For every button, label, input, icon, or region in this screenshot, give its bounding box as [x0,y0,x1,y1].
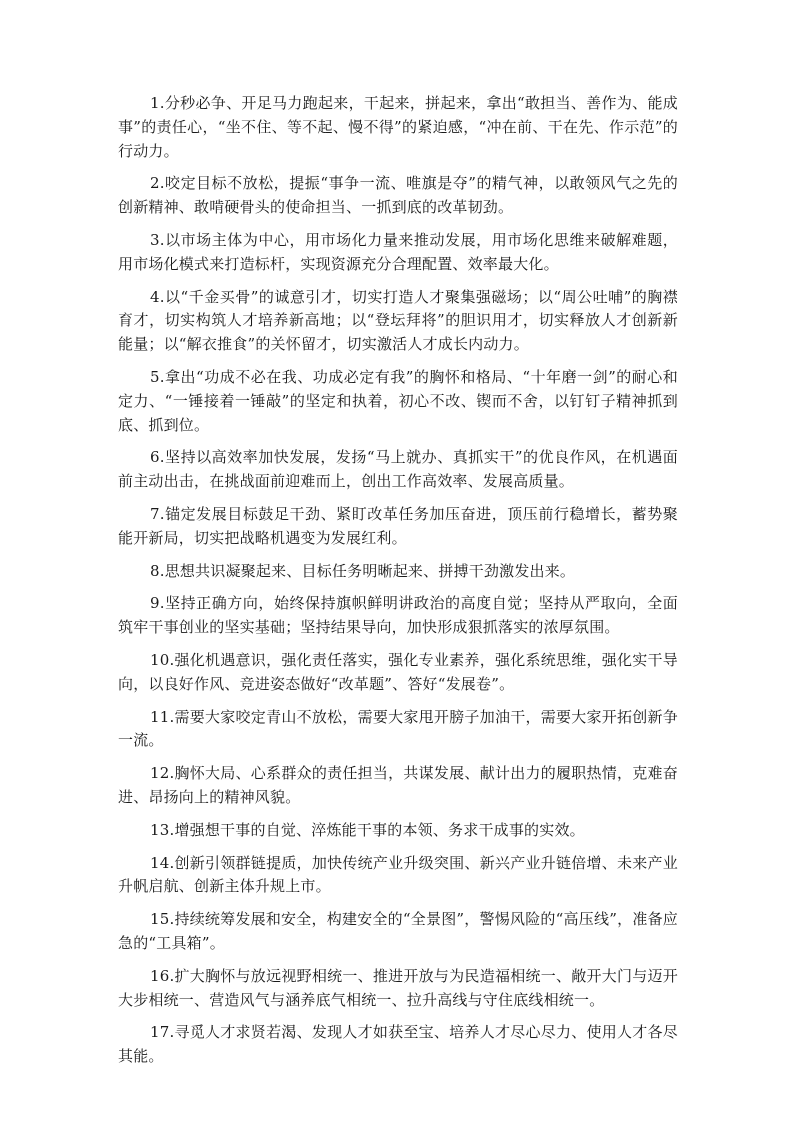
paragraph-5: 5.拿出“功成不必在我、功成必定有我”的胸怀和格局、“十年磨一剑”的耐心和定力、“一锤接着一锤敲”的坚定和执着，初心不改、锲而不舍，以钉钉子精神抓到底、抓到位。 [118,367,678,434]
paragraph-17: 17.寻觅人才求贤若渴、发现人才如获至宝、培养人才尽心尽力、使用人才各尽其能。 [118,1023,678,1066]
paragraph-14: 14.创新引领群链提质，加快传统产业升级突围、新兴产业升链倍增、未来产业升帆启航、创新主体升规上市。 [118,853,678,896]
paragraph-8: 8.思想共识凝聚起来、目标任务明晰起来、拼搏干劲激发出来。 [150,561,576,580]
paragraph-13: 13.增强想干事的自觉、淬炼能干事的本领、务求干成事的实效。 [150,820,585,839]
paragraph-15: 15.持续统筹发展和安全，构建安全的“全景图”，警惕风险的“高压线”，准备应急的“工具箱”。 [118,910,678,952]
paragraph-6: 6.坚持以高效率加快发展，发扬“马上就办、真抓实干”的优良作风，在机遇面前主动出击，在挑战面前迎难而上，创出工作高效率、发展高质量。 [118,448,678,491]
paragraph-12: 12.胸怀大局、心系群众的责任担当，共谋发展、献计出力的履职热情，克难奋进、昂扬向上的精神风貌。 [118,764,678,806]
document-body [118,92,678,1078]
paragraph-16: 16.扩大胸怀与放远视野相统一、推进开放与为民造福相统一、敞开大门与迈开大步相统一、营造风气与涵养底气相统一、拉升高线与守住底线相统一。 [118,966,678,1009]
paragraph-4: 4.以“千金买骨”的诚意引才，切实打造人才聚集强磁场；以“周公吐哺”的胸襟育才，切实构筑人才培养新高地；以“登坛拜将”的胆识用才，切实释放人才创新新能量；以“解衣推食”的关怀留才，切实激活人才成长内动力。 [118,287,678,354]
paragraph-7: 7.锚定发展目标鼓足干劲、紧盯改革任务加压奋进，顶压前行稳增长，蓄势聚能开新局，切实把战略机遇变为发展红利。 [118,504,678,547]
paragraph-2: 2.咬定目标不放松，提振“事争一流、唯旗是夺”的精气神，以敢领风气之先的创新精神、敢啃硬骨头的使命担当、一抓到底的改革韧劲。 [118,174,678,217]
paragraph-11: 11.需要大家咬定青山不放松，需要大家甩开膀子加油干，需要大家开拓创新争一流。 [118,707,678,750]
paragraph-10: 10.强化机遇意识，强化责任落实，强化专业素养，强化系统思维，强化实干导向，以良好作风、竞进姿态做好“改革题”、答好“发展卷”。 [118,650,678,693]
paragraph-3: 3.以市场主体为中心，用市场化力量来推动发展，用市场化思维来破解难题，用市场化模式来打造标杆，实现资源充分合理配置、效率最大化。 [118,230,678,273]
paragraph-9: 9.坚持正确方向，始终保持旗帜鲜明讲政治的高度自觉；坚持从严取向，全面筑牢干事创业的坚实基础；坚持结果导向，加快形成狠抓落实的浓厚氛围。 [118,594,678,637]
paragraph-1: 1.分秒必争、开足马力跑起来，干起来，拼起来，拿出“敢担当、善作为、能成事”的责任心，“坐不住、等不起、慢不得”的紧迫感，“冲在前、干在先、作示范”的行动力。 [118,94,678,160]
